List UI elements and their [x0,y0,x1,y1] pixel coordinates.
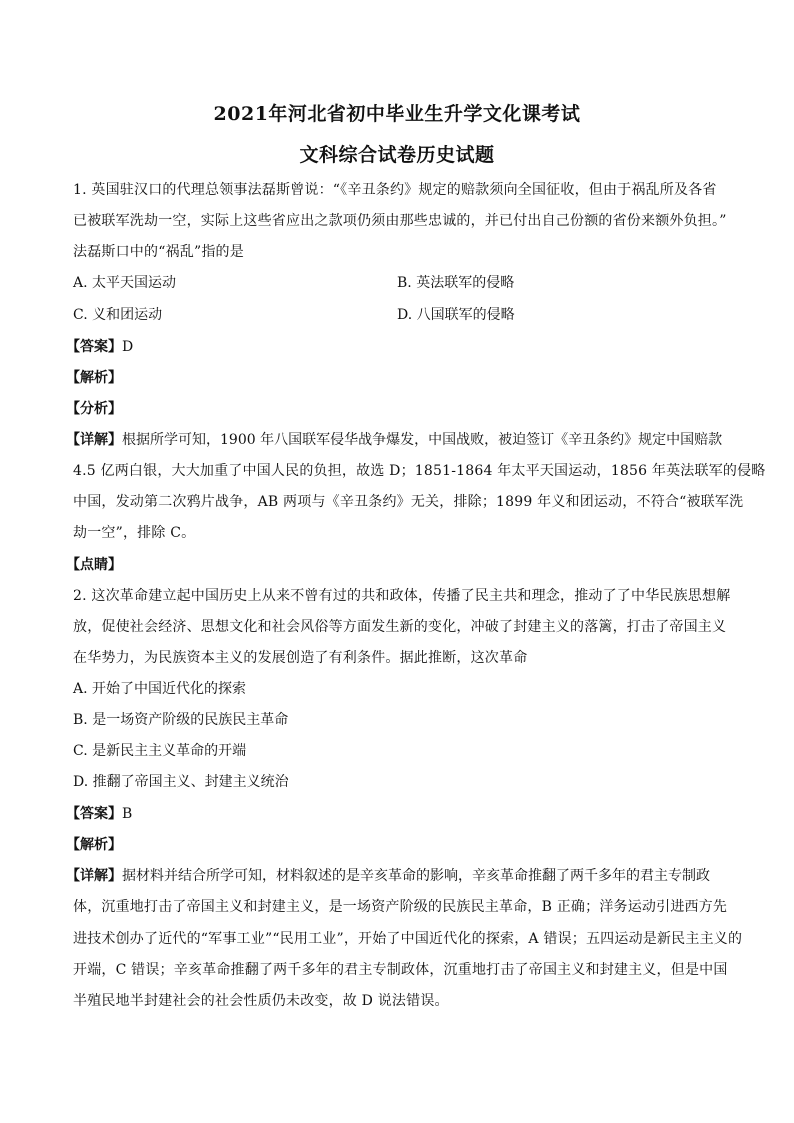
q2-option-d: D. 推翻了帝国主义、封建主义统治 [73,774,289,790]
q1-stem-line-3: 法磊斯口中的“祸乱”指的是 [73,244,244,260]
q1-detail-line-2: 4.5 亿两白银，大大加重了中国人民的负担，故选 D；1851-1864 年太平天国运动，1856 年英法联军的侵略 [73,463,766,479]
q1-option-b: B. 英法联军的侵略 [397,275,515,291]
q1-dianjing-label: 【点睛】 [66,557,122,573]
q1-detail-line-3: 中国，发动第二次鸦片战争，AB 两项与《辛丑条约》无关，排除；1899 年义和团运动，不符合“被联军洗 [73,494,744,510]
exam-title: 2021年河北省初中毕业生升学文化课考试 [213,103,581,125]
q2-stem-line-2: 放，促使社会经济、思想文化和社会风俗等方面发生新的变化，冲破了封建主义的落篱，打击了帝国主义 [73,619,727,635]
q2-stem-line-3: 在华势力，为民族资本主义的发展创造了有利条件。据此推断，这次革命 [73,650,528,666]
q2-detail-line-1: 【详解】据材料并结合所学可知，材料叙述的是辛亥革命的影响，辛亥革命推翻了两千多年的君主专制政 [66,868,710,884]
q1-detail-line-4: 劫一空”，排除 C。 [73,525,196,541]
q1-option-c: C. 义和团运动 [73,307,163,323]
q1-option-a: A. 太平天国运动 [73,275,177,291]
detail-label: 【详解】 [66,432,122,448]
q1-answer [66,337,133,357]
q1-option-d: D. 八国联军的侵略 [397,307,515,323]
q2-option-a: A. 开始了中国近代化的探索 [73,681,247,697]
q2-answer: 【答案】B [66,806,133,822]
q1-stem-line-2: 已被联军洗劫一空，实际上这些省应出之款项仍须由那些忠诚的，并已付出自己份额的省份来额外负担。” [73,213,727,229]
q2-answer-value: B [122,806,133,822]
q2-stem-line-1: 2. 这次革命建立起中国历史上从来不曾有过的共和政体，传播了民主共和理念，推动了了中华民族思想解 [73,588,731,604]
q1-fenxi-label: 【分析】 [66,401,122,417]
q2-detail-line-3: 进技术创办了近代的“军事工业”“民用工业”，开始了中国近代化的探索，A 错误；五四运动是新民主主义的 [73,931,743,947]
answer-label: 【答案】 [66,339,122,355]
q1-detail-line-1: 【详解】根据所学可知，1900 年八国联军侵华战争爆发，中国战败，被迫签订《辛丑条约》规定中国赔款 [66,432,723,448]
q1-analysis-label: 【解析】 [66,370,122,386]
q2-detail-line-4: 开端，C 错误；辛亥革命推翻了两千多年的君主专制政体，沉重地打击了帝国主义和封建主义，但是中国 [73,962,728,978]
q2-analysis-label: 【解析】 [66,837,122,853]
q1-stem-line-1: 1. 英国驻汉口的代理总领事法磊斯曾说：“《辛丑条约》规定的赔款须向全国征收，但由于祸乱所及各省 [73,182,717,198]
q2-option-c: C. 是新民主主义革命的开端 [73,743,247,759]
q2-detail-line-5: 半殖民地半封建社会的社会性质仍未改变，故 D 说法错误。 [73,993,449,1009]
q1-answer-value: D [122,339,134,355]
q2-detail-line-2: 体，沉重地打击了帝国主义和封建主义，是一场资产阶级的民族民主革命，B 正确；洋务运动引进西方先 [73,899,728,915]
q2-option-b: B. 是一场资产阶级的民族民主革命 [73,712,289,728]
exam-subtitle: 文科综合试卷历史试题 [299,144,495,166]
